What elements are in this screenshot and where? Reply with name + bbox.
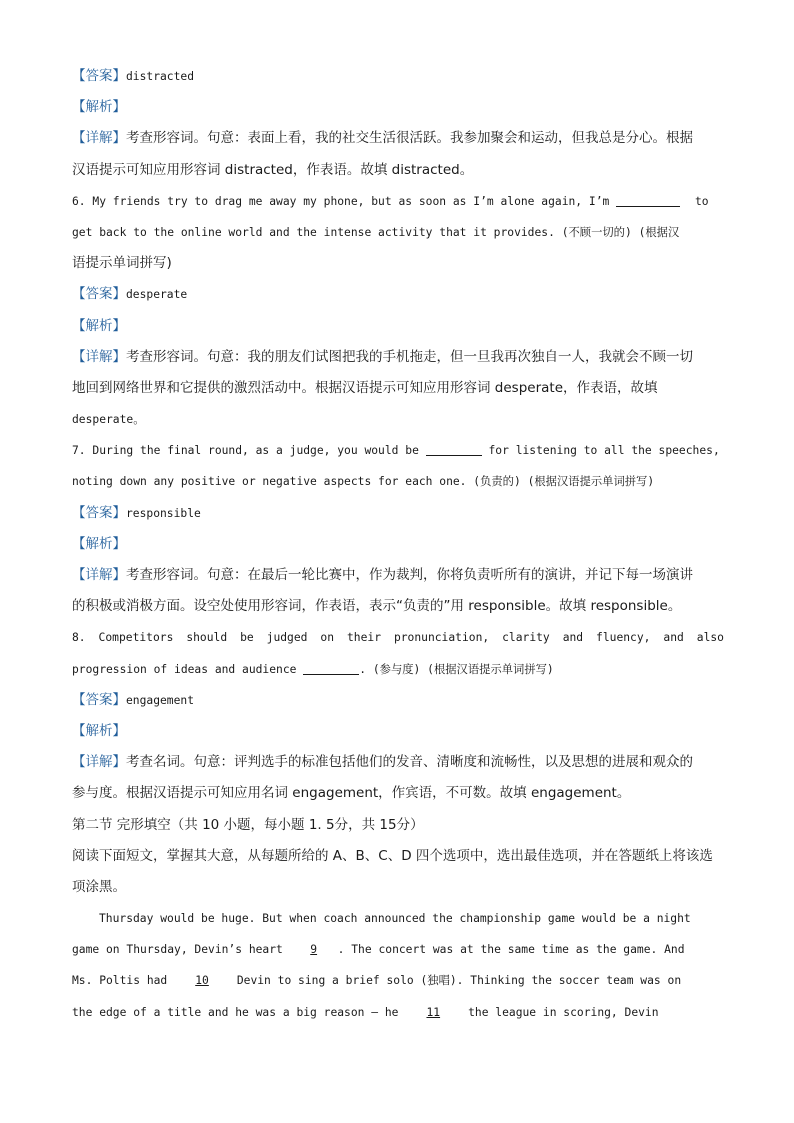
answer-label: 【答案】 <box>72 691 126 708</box>
passage-line-2: game on Thursday, Devin’s heart 9 . The concert was at the same time as the game. And <box>72 934 724 965</box>
document-page <box>72 61 724 1028</box>
q6-answer-line <box>72 279 724 310</box>
q7-detail-line-1: 【详解】考查形容词。句意：在最后一轮比赛中，作为裁判，你将负责听所有的演讲，并记下每一场演讲 <box>72 567 693 583</box>
q8-detail-line-1: 【详解】考查名词。句意：评判选手的标准包括他们的发音、清晰度和流畅性，以及思想的进展和观众的 <box>72 754 693 771</box>
answer-label: 【答案】 <box>72 286 126 303</box>
q7-answer: responsible <box>126 506 201 520</box>
q7-line-1: 7. During the final round, as a judge, you would be for listening to all the speeches, <box>72 435 724 466</box>
q8-answer-line <box>72 685 724 716</box>
q6-line-2: get back to the online world and the intense activity that it provides. (不顾一切的) (根据汉 <box>72 225 680 239</box>
section-instruction-1: 阅读下面短文，掌握其大意，从每题所给的 A、B、C、D 四个选项中，选出最佳选项，并在答题纸上将该选 <box>72 847 713 864</box>
q7-answer-line <box>72 498 724 529</box>
passage-line-1: Thursday would be huge. But when coach announced the championship game would be a night <box>99 912 691 926</box>
section-title: 第二节 完形填空（共 10 小题，每小题 1. 5分，共 15分） <box>72 816 424 833</box>
q6-detail-line-1: 【详解】考查形容词。句意：我的朋友们试图把我的手机拖走，但一旦我再次独自一人，我就会不顾一切 <box>72 348 693 365</box>
q7-detail-line-2: 的积极或消极方面。设空处使用形容词，作表语，表示“负责的”用 responsible。故填 responsible。 <box>72 598 682 615</box>
q8-answer: engagement <box>126 693 195 707</box>
detail-label: 【详解】 <box>72 754 126 771</box>
q6-line-3: 语提示单词拼写) <box>72 255 172 272</box>
q7-line-2: noting down any positive or negative aspects for each one. (负责的) (根据汉语提示单词拼写) <box>72 475 655 489</box>
answer-label: 【答案】 <box>72 68 126 84</box>
passage-line-4: the edge of a title and he was a big reason — he 11 the league in scoring, Devin <box>72 997 724 1028</box>
q6-line-1: 6. My friends try to drag me away my phone, but as soon as I’m alone again, I’m to <box>72 186 724 217</box>
detail-label: 【详解】 <box>72 567 126 583</box>
section-instruction-2: 项涂黑。 <box>72 878 126 895</box>
analysis-label: 【解析】 <box>72 722 126 739</box>
q8-analysis-line <box>72 716 724 747</box>
q8-line-2: progression of ideas and audience . (参与度) (根据汉语提示单词拼写) <box>72 654 724 685</box>
detail-label: 【详解】 <box>72 348 126 365</box>
q5-answer: distracted <box>126 70 195 83</box>
q6-analysis-line <box>72 311 724 342</box>
passage-line-3: Ms. Poltis had 10 Devin to sing a brief solo (独唱). Thinking the soccer team was on <box>72 965 724 996</box>
q5-answer-line <box>72 61 724 92</box>
q7-analysis-line <box>72 529 724 560</box>
gap-10: 10 <box>195 974 209 988</box>
q8-blank <box>303 660 359 675</box>
detail-label: 【详解】 <box>72 130 126 147</box>
analysis-label: 【解析】 <box>72 317 126 334</box>
q8-detail-line-2: 参与度。根据汉语提示可知应用名词 engagement，作宾语，不可数。故填 engagement。 <box>72 785 631 802</box>
q5-detail-line-2: 汉语提示可知应用形容词 distracted，作表语。故填 distracted。 <box>72 161 474 178</box>
gap-11: 11 <box>426 1005 441 1019</box>
q5-detail-line-1: 【详解】考查形容词。句意：表面上看，我的社交生活很活跃。我参加聚会和运动，但我总是分心。根据 <box>72 130 693 147</box>
q7-blank <box>426 441 482 456</box>
q5-analysis-line <box>72 92 724 123</box>
gap-9: 9 <box>310 943 318 957</box>
q6-blank <box>616 192 680 207</box>
answer-label: 【答案】 <box>72 504 126 521</box>
analysis-label: 【解析】 <box>72 535 126 552</box>
q6-detail-line-3: desperate。 <box>72 413 145 427</box>
q6-answer: desperate <box>126 288 188 302</box>
analysis-label: 【解析】 <box>72 99 126 116</box>
q6-detail-line-2: 地回到网络世界和它提供的激烈活动中。根据汉语提示可知应用形容词 desperate，作表语，故填 <box>72 379 658 396</box>
q8-line-1: 8. Competitors should be judged on their pronunciation, clarity and fluency, and also <box>72 631 724 645</box>
